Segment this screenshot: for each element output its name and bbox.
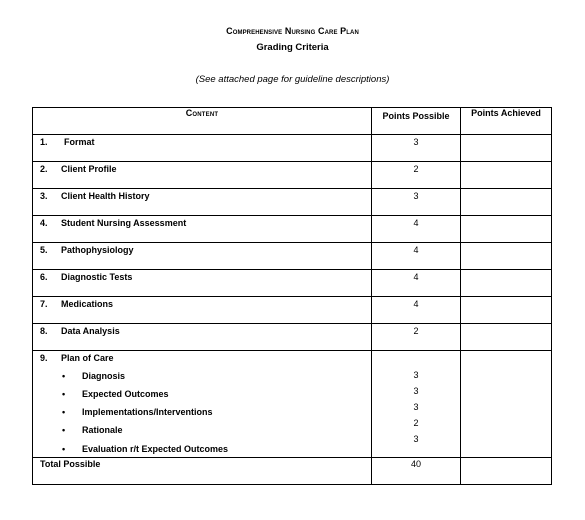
header-content: Content bbox=[33, 108, 372, 135]
bullet-icon: • bbox=[62, 371, 66, 381]
bullet-icon: • bbox=[62, 425, 66, 435]
points-possible-cell: 3 bbox=[372, 189, 461, 216]
sub-item-points: 3 bbox=[413, 434, 419, 444]
item-number: 8. bbox=[40, 326, 48, 336]
item-number: 6. bbox=[40, 272, 48, 282]
sub-item-label: Expected Outcomes bbox=[82, 389, 169, 399]
plan-of-care-cell bbox=[33, 351, 372, 458]
plan-points-possible-cell bbox=[372, 351, 461, 458]
item-cell bbox=[33, 162, 372, 189]
plan-of-care-label: Plan of Care bbox=[61, 353, 114, 363]
item-label: Data Analysis bbox=[61, 326, 120, 336]
header-points-achieved: Points Achieved bbox=[461, 108, 552, 135]
table-header-row bbox=[33, 108, 552, 135]
item-cell bbox=[33, 189, 372, 216]
bullet-icon: • bbox=[62, 389, 66, 399]
item-label: Client Health History bbox=[61, 191, 150, 201]
table-row bbox=[33, 243, 552, 270]
points-achieved-cell bbox=[461, 162, 552, 189]
item-number: 1. bbox=[40, 137, 48, 147]
table-row bbox=[33, 297, 552, 324]
table-row bbox=[33, 270, 552, 297]
points-possible-cell: 2 bbox=[372, 324, 461, 351]
points-achieved-cell bbox=[461, 189, 552, 216]
item-label: Client Profile bbox=[61, 164, 117, 174]
sub-item-label: Implementations/Interventions bbox=[82, 407, 213, 417]
points-achieved-cell bbox=[461, 297, 552, 324]
item-number: 4. bbox=[40, 218, 48, 228]
item-label: Medications bbox=[61, 299, 114, 309]
points-achieved-cell bbox=[461, 351, 552, 458]
item-number: 2. bbox=[40, 164, 48, 174]
item-label: Diagnostic Tests bbox=[61, 272, 133, 282]
item-label: Student Nursing Assessment bbox=[61, 218, 187, 228]
bullet-icon: • bbox=[62, 407, 66, 417]
sub-item-label: Diagnosis bbox=[82, 371, 126, 381]
bullet-icon: • bbox=[62, 444, 66, 454]
page-title-text: Comprehensive Nursing Care Plan bbox=[226, 26, 359, 36]
points-achieved-cell bbox=[461, 324, 552, 351]
points-possible-cell: 4 bbox=[372, 297, 461, 324]
points-possible-cell: 2 bbox=[372, 162, 461, 189]
item-number: 9. bbox=[40, 353, 48, 363]
item-number: 5. bbox=[40, 245, 48, 255]
item-cell bbox=[33, 324, 372, 351]
item-cell bbox=[33, 297, 372, 324]
points-possible-cell: 3 bbox=[372, 135, 461, 162]
item-number: 7. bbox=[40, 299, 48, 309]
item-cell bbox=[33, 270, 372, 297]
table-row bbox=[33, 135, 552, 162]
table-row bbox=[33, 324, 552, 351]
points-possible-cell: 4 bbox=[372, 216, 461, 243]
table-row bbox=[33, 189, 552, 216]
table-row bbox=[33, 162, 552, 189]
item-cell bbox=[33, 135, 372, 162]
points-achieved-cell bbox=[461, 135, 552, 162]
sub-item-points: 3 bbox=[413, 402, 419, 412]
plan-of-care-row bbox=[33, 351, 552, 458]
sub-item-label: Rationale bbox=[82, 425, 123, 435]
total-points: 40 bbox=[372, 458, 461, 485]
grading-criteria-table bbox=[32, 107, 552, 485]
item-cell bbox=[33, 216, 372, 243]
page-title bbox=[0, 26, 585, 36]
item-number: 3. bbox=[40, 191, 48, 201]
points-achieved-cell bbox=[461, 243, 552, 270]
sub-item-points: 3 bbox=[413, 370, 419, 380]
points-possible-cell: 4 bbox=[372, 270, 461, 297]
total-achieved-cell bbox=[461, 458, 552, 485]
sub-item-points: 2 bbox=[413, 418, 419, 428]
points-achieved-cell bbox=[461, 270, 552, 297]
item-label: Pathophysiology bbox=[61, 245, 134, 255]
item-cell bbox=[33, 243, 372, 270]
table-row bbox=[33, 216, 552, 243]
sub-item-label: Evaluation r/t Expected Outcomes bbox=[82, 444, 229, 454]
page-subtitle: Grading Criteria bbox=[256, 42, 329, 53]
header-points-possible: Points Possible bbox=[372, 108, 461, 135]
sub-item-points: 3 bbox=[413, 386, 419, 396]
total-label: Total Possible bbox=[33, 458, 372, 485]
total-row bbox=[33, 458, 552, 485]
points-possible-cell: 4 bbox=[372, 243, 461, 270]
guideline-note: (See attached page for guideline descriptions) bbox=[195, 74, 390, 85]
points-achieved-cell bbox=[461, 216, 552, 243]
item-label: Format bbox=[64, 137, 95, 147]
